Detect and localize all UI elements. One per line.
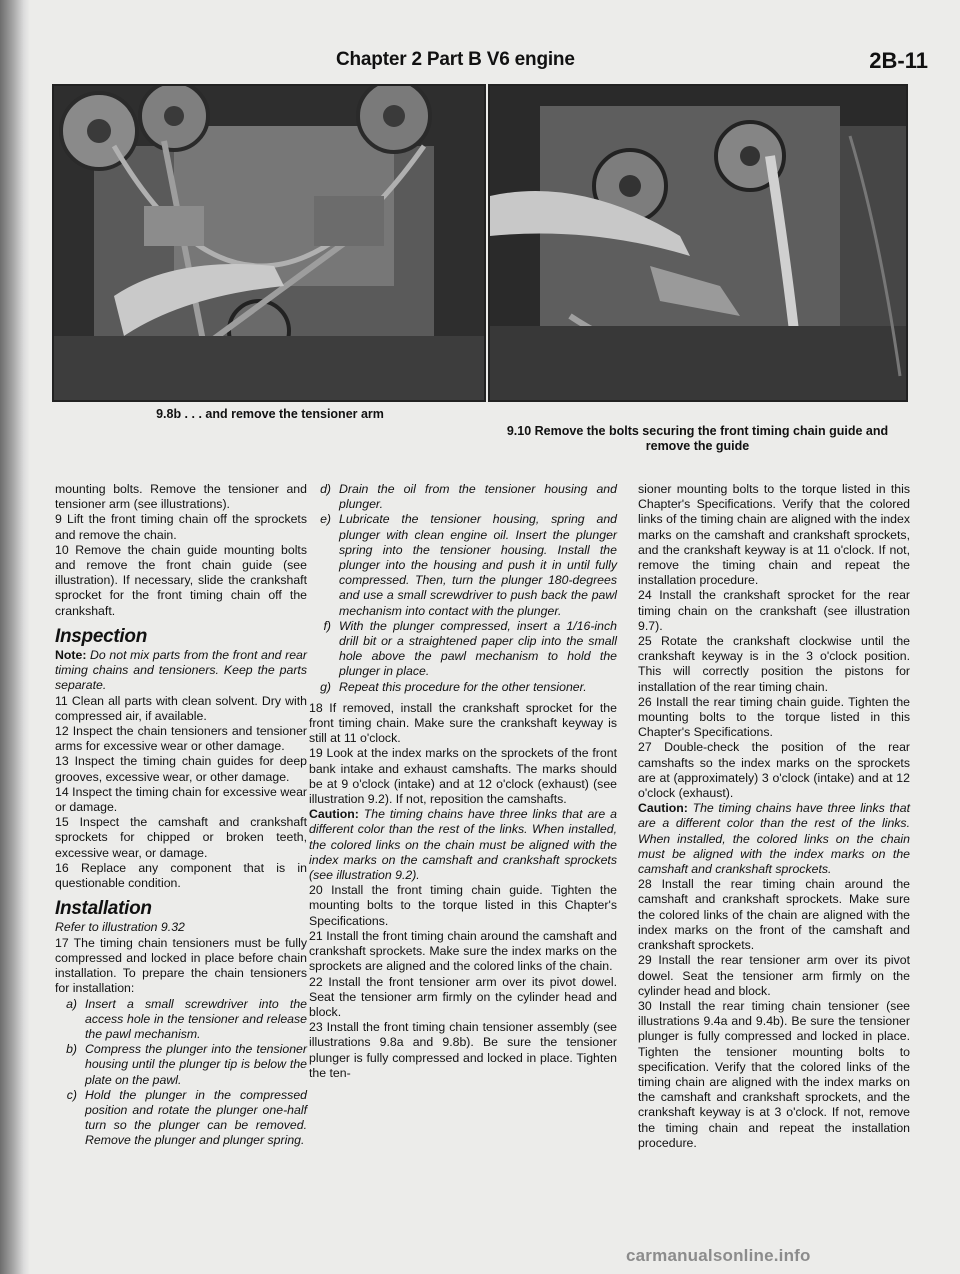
paragraph: 26 Install the rear timing chain guide. Tighten the mounting bolts to the torque listed in this Chapter's Specifications. — [638, 694, 910, 740]
paragraph: 25 Rotate the crankshaft clockwise until the crankshaft keyway is in the 3 o'clock position. This will correctly position the pistons for installation of the rear timing chain. — [638, 634, 910, 694]
page-binding-shadow — [0, 0, 30, 1274]
sub-step-c — [55, 1088, 307, 1149]
photo-front-chain-guide-removal — [488, 84, 908, 402]
paragraph: sioner mounting bolts to the torque listed in this Chapter's Specifications. Verify that the colored links of the timing chain are aligned with the index marks on the camshaft and crankshaft sprockets, and the crankshaft keyway is at 11 o'clock. If not, remove the timing chain and repeat the installation procedure. — [638, 482, 910, 588]
paragraph: 30 Install the rear timing chain tensioner (see illustrations 9.4a and 9.4b). Be sure the tensioner plunger is fully compressed and locked in place. Tighten the tensioner mounting bolts to specification. Verify that the colored links of the timing chain are aligned with the index marks on the camshaft and crankshaft sprockets, and the crankshaft keyway is at 3 o'clock. If not, remove the timing chain and repeat the installation procedure. — [638, 998, 910, 1150]
note — [55, 648, 307, 694]
figure-caption: 9.8b . . . and remove the tensioner arm — [156, 407, 384, 421]
text-column-1 — [55, 482, 307, 1149]
caution — [309, 807, 617, 883]
step-text: Drain the oil from the tensioner housing and plunger. — [339, 482, 617, 512]
step-text: Lubricate the tensioner housing, spring and plunger with clean engine oil. Insert the plunger spring into the tensioner housing. Install the plunger into the housing and push it in until fully compressed. Then, turn the plunger 180-degrees and use a small screwdriver to push back the pawl mechanism into contact with the plunger. — [339, 512, 617, 618]
caution-text: The timing chains have three links that are a different color than the rest of the links. When installed, the colored links on the chain must be aligned with the index marks on the camshaft and crankshaft sprockets. — [638, 801, 910, 877]
page-number: 2B-11 — [869, 48, 928, 73]
paragraph: 10 Remove the chain guide mounting bolts and remove the front chain guide (see illustration). If necessary, slide the crankshaft sprocket for the front timing chain off the crankshaft. — [55, 542, 307, 618]
paragraph: 14 Inspect the timing chain for excessive wear or damage. — [55, 784, 307, 815]
sub-step-d — [309, 482, 617, 512]
step-text: Compress the plunger into the tensioner housing until the plunger tip is below the plate on the pawl. — [85, 1042, 307, 1087]
watermark: carmanualsonline.info — [626, 1246, 811, 1265]
step-letter: e) — [320, 512, 331, 527]
step-letter: g) — [320, 679, 331, 694]
caution-label: Caution: — [309, 807, 359, 822]
photo-tensioner-arm-removal — [52, 84, 486, 402]
sub-step-b — [55, 1042, 307, 1088]
paragraph: 22 Install the front tensioner arm over its pivot dowel. Seat the tensioner arm firmly on the cylinder head and block. — [309, 974, 617, 1019]
step-letter: b) — [66, 1042, 77, 1057]
paragraph: 28 Install the rear timing chain around the camshaft and crankshaft sprockets. Make sure the colored links of the chain are aligned with the index marks on the front of the camshaft and crankshaft sprockets. — [638, 877, 910, 953]
text-column-3 — [638, 482, 910, 1151]
sub-step-f — [309, 619, 617, 680]
paragraph: 19 Look at the index marks on the sprockets of the front bank intake and exhaust camshafts. The marks should be at 9 o'clock (intake) and at 12 o'clock (exhaust) (see illustration 9.2). If not, reposition the camshafts. — [309, 746, 617, 807]
paragraph: mounting bolts. Remove the tensioner and tensioner arm (see illustrations). — [55, 482, 307, 512]
illustration-reference: Refer to illustration 9.32 — [55, 920, 185, 935]
paragraph: 24 Install the crankshaft sprocket for the rear timing chain on the crankshaft (see illustration 9.7). — [638, 588, 910, 633]
paragraph: 16 Replace any component that is in questionable condition. — [55, 860, 307, 891]
paragraph: 18 If removed, install the crankshaft sprocket for the front timing chain. Make sure the crankshaft keyway is still at 11 o'clock. — [309, 700, 617, 746]
step-text: Repeat this procedure for the other tensioner. — [339, 679, 587, 694]
caution-label: Caution: — [638, 801, 688, 816]
paragraph: 20 Install the front timing chain guide. Tighten the mounting bolts to the torque listed in this Chapter's Specifications. — [309, 883, 617, 928]
paragraph: 21 Install the front timing chain around the camshaft and crankshaft sprockets. Make sure the index marks on the sprockets are aligned and the colored links of the chain. — [309, 928, 617, 974]
paragraph: 11 Clean all parts with clean solvent. Dry with compressed air, if available. — [55, 693, 307, 723]
step-letter: a) — [66, 996, 77, 1011]
caution-text: The timing chains have three links that are a different color than the rest of the links. When installed, the colored links on the chain must be aligned with the index marks on the camshaft and crankshaft sprockets (see illustration 9.2). — [309, 807, 617, 883]
step-text: Hold the plunger in the compressed position and rotate the plunger one-half turn so the plunger can be removed. Remove the plunger and plunger spring. — [85, 1087, 307, 1148]
sub-step-g — [309, 680, 617, 695]
text-column-2 — [309, 482, 617, 1081]
paragraph: 27 Double-check the position of the rear camshafts so the index marks on the sprockets are at (approximately) 3 o'clock (intake) and at 12 o'clock (exhaust). — [638, 740, 910, 801]
figure-caption: 9.10 Remove the bolts securing the front timing chain guide and remove the guide — [506, 424, 889, 453]
note-label: Note: — [55, 648, 87, 663]
note-text: Do not mix parts from the front and rear timing chains and tensioners. Keep the parts separate. — [55, 648, 307, 693]
paragraph: 9 Lift the front timing chain off the sprockets and remove the chain. — [55, 512, 307, 542]
step-text: With the plunger compressed, insert a 1/16-inch drill bit or a straightened paper clip into the small hole above the pawl mechanism to hold the plunger in place. — [339, 618, 617, 679]
paragraph: 17 The timing chain tensioners must be fully compressed and locked in place before chain installation. To prepare the chain tensioners for installation: — [55, 935, 307, 996]
paragraph: 12 Inspect the chain tensioners and tensioner arms for excessive wear or other damage. — [55, 724, 307, 754]
chapter-title: Chapter 2 Part B V6 engine — [336, 49, 575, 70]
step-letter: c) — [66, 1087, 77, 1102]
paragraph: 13 Inspect the timing chain guides for deep grooves, excessive wear, or other damage. — [55, 754, 307, 784]
page-header — [0, 49, 960, 79]
sub-step-a — [55, 997, 307, 1043]
section-heading-installation: Installation — [55, 898, 152, 920]
paragraph: 15 Inspect the camshaft and crankshaft sprockets for chipped or broken teeth, excessive wear, or damage. — [55, 815, 307, 860]
caution — [638, 801, 910, 877]
step-letter: d) — [320, 482, 331, 496]
step-text: Insert a small screwdriver into the access hole in the tensioner and release the pawl mechanism. — [85, 996, 307, 1041]
section-heading-inspection: Inspection — [55, 625, 148, 647]
step-letter: f) — [323, 618, 331, 633]
paragraph: 29 Install the rear tensioner arm over its pivot dowel. Seat the tensioner arm firmly on the cylinder head and block. — [638, 953, 910, 998]
sub-step-e — [309, 512, 617, 618]
paragraph: 23 Install the front timing chain tensioner assembly (see illustrations 9.8a and 9.8b). Be sure the tensioner plunger is fully compressed and locked in place. Tighten the ten- — [309, 1020, 617, 1080]
